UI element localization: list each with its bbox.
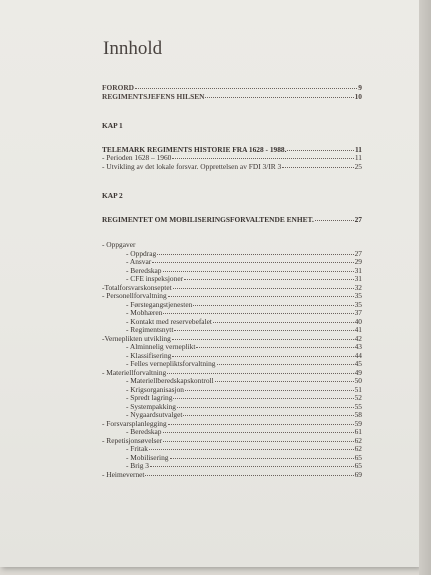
- chapter-2-entries: [102, 241, 362, 479]
- toc-entry-label: - Fritak: [126, 444, 148, 453]
- dot-leader: [173, 393, 353, 399]
- toc-entry-page: 31: [354, 274, 362, 283]
- toc-entry-label: - Forsvarsplanlegging: [102, 418, 167, 428]
- toc-entry-label: - Regimentsnytt: [126, 325, 174, 334]
- dot-leader: [170, 453, 354, 459]
- toc-entry-label: - Heimevernet: [102, 469, 145, 479]
- toc-entry-label: - Mobilisering: [126, 452, 169, 462]
- dot-leader: [167, 368, 353, 374]
- toc-entry-label: - Oppdrag: [126, 248, 157, 258]
- dot-leader: [196, 342, 353, 348]
- toc-entry: [102, 163, 362, 172]
- dot-leader: [174, 325, 353, 331]
- dot-leader: [282, 162, 353, 168]
- page-edge: [419, 0, 431, 575]
- toc-entry-page: 50: [354, 376, 362, 385]
- dot-leader: [217, 359, 354, 365]
- toc-entry-page: 44: [354, 350, 362, 360]
- toc-entry-page: 65: [354, 452, 362, 462]
- toc-entry-label: - Nygaardsutvalget: [126, 410, 183, 419]
- toc-entry-page: 58: [354, 410, 362, 419]
- toc-entry-page: 35: [354, 291, 362, 300]
- toc-entry-label: REGIMENTSJEFENS HILSEN: [102, 91, 205, 101]
- dot-leader: [172, 351, 353, 357]
- dot-leader: [184, 274, 354, 280]
- toc-entry-label: - Alminnelig verneplikt: [126, 342, 196, 351]
- toc-entry-label: - Brig 3: [126, 461, 149, 470]
- toc-entry-page: 45: [354, 359, 362, 368]
- toc-entry-page: 37: [354, 308, 362, 317]
- toc-entry-page: 41: [354, 325, 362, 334]
- table-of-contents: [102, 38, 362, 479]
- toc-entry-label: - Krigsorganisasjon: [126, 384, 184, 394]
- toc-entry-label: - Spredt lagring: [126, 393, 173, 402]
- dot-leader: [149, 444, 354, 450]
- toc-entry-page: 59: [354, 418, 362, 428]
- chapter-2-section: [102, 216, 362, 225]
- toc-entry-label: - Repetisjonsøvelser: [102, 435, 163, 445]
- toc-entry: [102, 471, 362, 480]
- toc-entry-page: 65: [354, 461, 362, 470]
- dot-leader: [163, 427, 354, 433]
- toc-entry-label: TELEMARK REGIMENTS HISTORIE FRA 1628 - 1988.: [102, 144, 287, 154]
- toc-entry-label: -Totalforsvarskonseptet: [102, 282, 172, 292]
- front-matter: [102, 84, 362, 101]
- toc-entry-page: 29: [354, 257, 362, 266]
- toc-entry-label: - CFE inspeksjoner: [126, 274, 184, 283]
- toc-entry-label: - Perioden 1628 – 1960: [102, 153, 172, 162]
- dot-leader: [215, 376, 354, 382]
- toc-entry-label: - Personellforvaltning: [102, 291, 167, 300]
- dot-leader: [150, 461, 354, 467]
- toc-entry-page: 9: [358, 83, 362, 92]
- toc-entry-label: FORORD: [102, 83, 135, 92]
- toc-entry-page: 32: [354, 282, 362, 292]
- chapter-2-label: KAP 2: [102, 191, 123, 200]
- chapter-2: [102, 216, 362, 480]
- toc-entry-page: 40: [354, 316, 362, 326]
- toc-entry-page: 11: [355, 144, 362, 154]
- toc-entry-page: 35: [354, 299, 362, 309]
- dot-leader: [177, 402, 354, 408]
- toc-entry-page: 25: [354, 161, 362, 171]
- toc-entry-regimentsjefens-hilsen: [102, 93, 362, 102]
- toc-entry-page: 43: [354, 342, 362, 351]
- dot-leader: [168, 419, 354, 425]
- toc-entry-label: - Felles vernepliktsforvaltning: [126, 359, 216, 368]
- dot-leader: [213, 317, 354, 323]
- toc-entry-label: - Beredskap: [126, 265, 162, 275]
- toc-entry-label: - Kontakt med reservebefalet: [126, 316, 212, 326]
- toc-entry-label: - Materiellberedskapskontroll: [126, 376, 214, 385]
- dot-leader: [183, 410, 353, 416]
- page-title: Innhold: [103, 38, 163, 59]
- dot-leader: [315, 215, 354, 221]
- dot-leader: [163, 436, 353, 442]
- toc-entry-page: 27: [354, 248, 362, 258]
- dot-leader: [173, 283, 354, 289]
- dot-leader: [163, 308, 353, 314]
- dot-leader: [152, 257, 353, 263]
- toc-entry-page: 52: [354, 393, 362, 402]
- toc-entry-label: - Utvikling av det lokale forsvar. Opprettelsen av FDI 3/IR 3: [102, 161, 282, 171]
- toc-entry-label: - Beredskap: [126, 427, 162, 436]
- toc-entry-label: - Materiellforvaltning: [102, 367, 167, 377]
- toc-entry-page: 62: [354, 444, 362, 453]
- toc-entry-page: 55: [354, 401, 362, 411]
- chapter-1: [102, 146, 362, 172]
- toc-entry-label: - Oppgaver: [102, 240, 136, 249]
- toc-entry-page: 69: [354, 469, 362, 479]
- dot-leader: [135, 83, 357, 89]
- dot-leader: [168, 291, 354, 297]
- toc-entry-page: 62: [354, 435, 362, 445]
- dot-leader: [157, 249, 353, 255]
- chapter-1-label: KAP 1: [102, 121, 123, 130]
- toc-entry-page: 51: [354, 384, 362, 394]
- toc-entry-page: 31: [354, 265, 362, 275]
- toc-entry-page: 49: [354, 367, 362, 377]
- toc-entry-page: 10: [354, 91, 362, 101]
- toc-entry-label: - Systempakking: [126, 401, 176, 411]
- toc-entry-label: - Klassifisering: [126, 350, 172, 360]
- dot-leader: [163, 266, 354, 272]
- dot-leader: [205, 92, 353, 98]
- toc-entry-page: 27: [354, 214, 362, 224]
- dot-leader: [193, 300, 353, 306]
- dot-leader: [185, 385, 354, 391]
- toc-entry-label: - Førstegangstjenesten: [126, 299, 193, 309]
- toc-entry-label: REGIMENTET OM MOBILISERINGSFORVALTENDE ENHET.: [102, 214, 314, 224]
- toc-entry-page: 42: [354, 333, 362, 343]
- toc-entry-label: - Mobhæren: [126, 308, 163, 317]
- toc-entry-page: 11: [354, 153, 362, 162]
- dot-leader: [287, 145, 354, 151]
- toc-entry-page: 61: [354, 427, 362, 436]
- dot-leader: [172, 153, 353, 159]
- toc-entry-label: - Ansvar: [126, 257, 152, 266]
- spacer: [102, 224, 362, 241]
- dot-leader: [145, 470, 353, 476]
- toc-entry-label: -Verneplikten utvikling: [102, 333, 171, 343]
- dot-leader: [172, 334, 354, 340]
- chapter-1-entries: [102, 154, 362, 171]
